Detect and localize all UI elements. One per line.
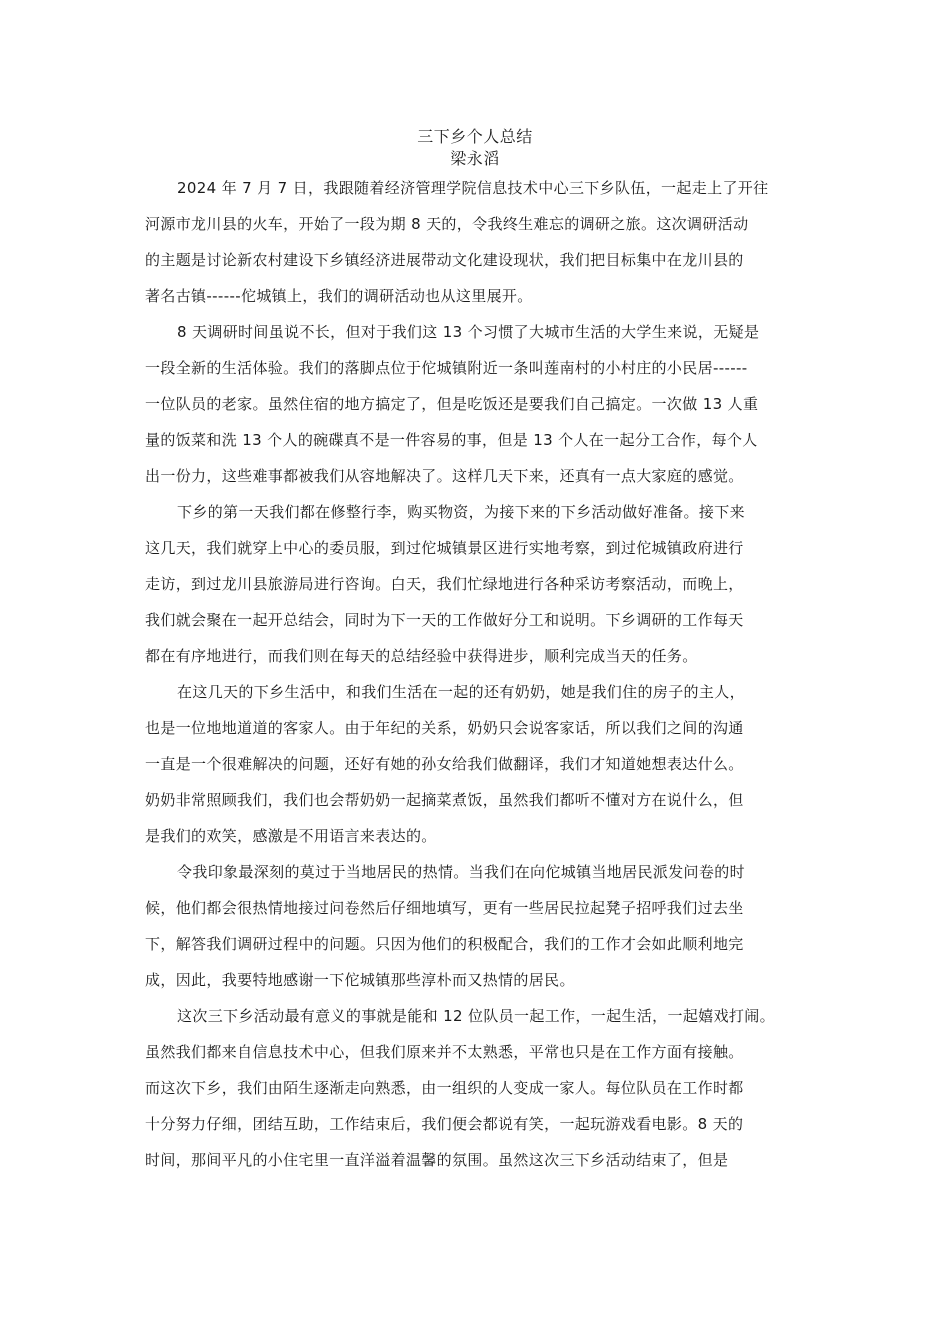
text-line: 下乡的第一天我们都在修整行李，购买物资，为接下来的下乡活动做好准备。接下来 — [177, 503, 745, 521]
text-line: 也是一位地地道道的客家人。由于年纪的关系，奶奶只会说客家话，所以我们之间的沟通 — [145, 719, 744, 737]
paragraph — [145, 499, 810, 679]
text-line: 是我们的欢笑，感激是不用语言来表达的。 — [145, 827, 437, 845]
text-line: 量的饭菜和洗 13 个人的碗碟真不是一件容易的事，但是 13 个人在一起分工合作，每个人 — [145, 431, 758, 449]
document-author: 梁永滔 — [450, 149, 500, 168]
text-line: 我们就会聚在一起开总结会，同时为下一天的工作做好分工和说明。下乡调研的工作每天 — [145, 611, 744, 629]
text-line: 出一份力，这些难事都被我们从容地解决了。这样几天下来，还真有一点大家庭的感觉。 — [145, 467, 744, 485]
document-title: 三下乡个人总结 — [417, 127, 533, 146]
text-line: 河源市龙川县的火车，开始了一段为期 8 天的，令我终生难忘的调研之旅。这次调研活动 — [145, 215, 749, 233]
text-line: 下，解答我们调研过程中的问题。只因为他们的积极配合，我们的工作才会如此顺利地完 — [145, 935, 744, 953]
text-line: 的主题是讨论新农村建设下乡镇经济进展带动文化建设现状，我们把目标集中在龙川县的 — [145, 251, 744, 269]
text-line: 虽然我们都来自信息技术中心，但我们原来并不太熟悉，平常也只是在工作方面有接触。 — [145, 1043, 744, 1061]
text-line: 一直是一个很难解决的问题，还好有她的孙女给我们做翻译，我们才知道她想表达什么。 — [145, 755, 744, 773]
paragraph — [145, 679, 810, 859]
document-body — [145, 175, 810, 1183]
paragraph — [145, 175, 810, 319]
paragraph — [145, 319, 810, 499]
paragraph — [145, 859, 810, 1003]
text-line: 而这次下乡，我们由陌生逐渐走向熟悉，由一组织的人变成一家人。每位队员在工作时都 — [145, 1079, 744, 1097]
text-line: 都在有序地进行，而我们则在每天的总结经验中获得进步，顺利完成当天的任务。 — [145, 647, 698, 665]
text-line: 著名古镇------佗城镇上，我们的调研活动也从这里展开。 — [145, 287, 533, 305]
text-line: 2024 年 7 月 7 日，我跟随着经济管理学院信息技术中心三下乡队伍，一起走上了开往 — [177, 179, 769, 197]
text-line: 走访，到过龙川县旅游局进行咨询。白天，我们忙绿地进行各种采访考察活动，而晚上， — [145, 575, 744, 593]
text-line: 候，他们都会很热情地接过问卷然后仔细地填写，更有一些居民拉起凳子招呼我们过去坐 — [145, 899, 744, 917]
text-line: 时间，那间平凡的小住宅里一直洋溢着温馨的氛围。虽然这次三下乡活动结束了，但是 — [145, 1151, 729, 1169]
text-line: 令我印象最深刻的莫过于当地居民的热情。当我们在向佗城镇当地居民派发问卷的时 — [177, 863, 745, 881]
text-line: 一位队员的老家。虽然住宿的地方搞定了，但是吃饭还是要我们自己搞定。一次做 13 人重 — [145, 395, 759, 413]
text-line: 这几天，我们就穿上中心的委员服，到过佗城镇景区进行实地考察，到过佗城镇政府进行 — [145, 539, 744, 557]
paragraph — [145, 1003, 810, 1183]
text-line: 在这几天的下乡生活中，和我们生活在一起的还有奶奶，她是我们住的房子的主人， — [177, 683, 745, 701]
text-line: 十分努力仔细，团结互助，工作结束后，我们便会都说有笑，一起玩游戏看电影。8 天的 — [145, 1115, 744, 1133]
text-line: 成，因此，我要特地感谢一下佗城镇那些淳朴而又热情的居民。 — [145, 971, 575, 989]
text-line: 8 天调研时间虽说不长，但对于我们这 13 个习惯了大城市生活的大学生来说，无疑是 — [177, 323, 760, 341]
text-line: 奶奶非常照顾我们，我们也会帮奶奶一起摘菜煮饭，虽然我们都听不懂对方在说什么，但 — [145, 791, 744, 809]
text-line: 这次三下乡活动最有意义的事就是能和 12 位队员一起工作，一起生活，一起嬉戏打闹。 — [177, 1007, 775, 1025]
text-line: 一段全新的生活体验。我们的落脚点位于佗城镇附近一条叫莲南村的小村庄的小民居------ — [145, 359, 748, 377]
